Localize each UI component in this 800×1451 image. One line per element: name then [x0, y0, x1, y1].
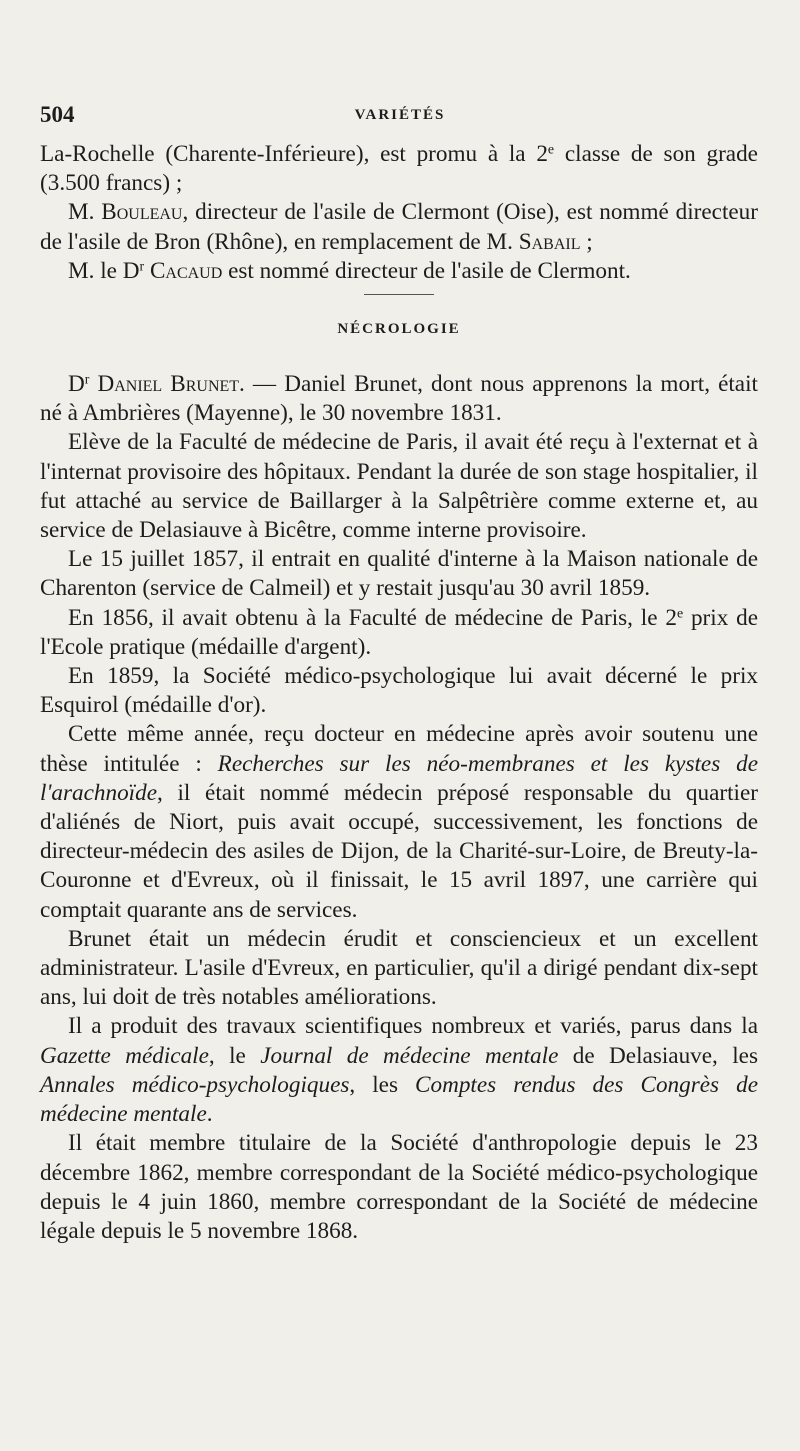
- paragraph: Il était membre titulaire de la Société d'anthropologie depuis le 23 décembre 1862, membre correspondant de la Société médico-psychologique depuis le 4 juin 1860, membre correspondant de la Société de médecine légale depuis le 5 novembre 1868.: [40, 1130, 758, 1244]
- person-name: Daniel Brunet.: [89, 371, 245, 398]
- paragraph: $D^r$ Daniel Brunet. — Daniel Brunet, dont nous apprenons la mort, était né à Ambrières (Mayenne), le 30 novembre 1831.: [40, 371, 758, 427]
- paragraph: La-Rochelle (Charente-Inférieure), est promu à la 2e classe de son grade (3.500 francs) ;: [40, 141, 758, 197]
- page-number: 504: [40, 102, 75, 127]
- paragraph: Le 15 juillet 1857, il entrait en qualité d'interne à la Maison nationale de Charenton (service de Calmeil) et y restait jusqu'au 30 avril 1859.: [40, 546, 758, 602]
- journal-title: Journal de médecine mentale: [260, 1042, 559, 1069]
- divider: [364, 294, 434, 305]
- paragraph: Il a produit des travaux scientifiques nombreux et variés, parus dans la Gazette médicale, le Journal de médecine mentale de Delasiauve, les Annales médico-psychologiques, les Comptes rendus des Congrès de médecine mentale.: [40, 1013, 758, 1128]
- person-name: Bouleau: [101, 199, 183, 226]
- paragraph: Brunet était un médecin érudit et consciencieux et un excellent administrateur. L'asile d'Evreux, en particulier, qu'il a dirigé pendant dix-sept ans, lui doit de très notables améliorations.: [40, 925, 758, 1011]
- paragraph: M. le $D^r$ Cacaud est nommé directeur de l'asile de Clermont.: [68, 257, 631, 284]
- paragraph: M. Bouleau, directeur de l'asile de Clermont (Oise), est nommé directeur de l'asile de Bron (Rhône), en remplacement de M. Sabail ;: [40, 199, 758, 255]
- page-header: [40, 102, 760, 132]
- paragraph: En 1856, il avait obtenu à la Faculté de médecine de Paris, le 2e prix de l'Ecole pratique (médaille d'argent).: [40, 604, 758, 660]
- body-text: [40, 140, 758, 1246]
- person-name: Sabail: [518, 228, 581, 255]
- paragraph: Elève de la Faculté de médecine de Paris, il avait été reçu à l'externat et à l'internat provisoire des hôpitaux. Pendant la durée de son stage hospitalier, il fut attaché au service de Baillarger à la Salpêtrière comme externe et, au service de Delasiauve à Bicêtre, comme interne provisoire.: [40, 429, 758, 544]
- section-title: NÉCROLOGIE: [337, 321, 461, 338]
- person-name: Cacaud: [144, 257, 223, 284]
- journal-title: Annales médico-psychologiques: [40, 1071, 350, 1098]
- thesis-title: Recherches sur les néo-membranes et les kystes de l'arachnoïde: [40, 750, 758, 806]
- paragraph: Cette même année, reçu docteur en médecine après avoir soutenu une thèse intitulée : Recherches sur les néo-membranes et les kystes de l'arachnoïde, il était nommé médecin préposé responsable du quartier d'aliénés de Niort, puis avait occupé, successivement, les fonctions de directeur-médecin des asiles de Dijon, de la Charité-sur-Loire, de Breuty-la-Couronne et d'Evreux, où il finissait, le 15 avril 1897, une carrière qui comptait quarante ans de services.: [40, 721, 758, 923]
- journal-title: Gazette médicale: [40, 1042, 209, 1069]
- running-head: VARIÉTÉS: [354, 107, 446, 123]
- journal-title: Comptes rendus des Congrès de médecine mentale: [40, 1071, 758, 1128]
- paragraph: En 1859, la Société médico-psychologique lui avait décerné le prix Esquirol (médaille d'or).: [40, 663, 758, 719]
